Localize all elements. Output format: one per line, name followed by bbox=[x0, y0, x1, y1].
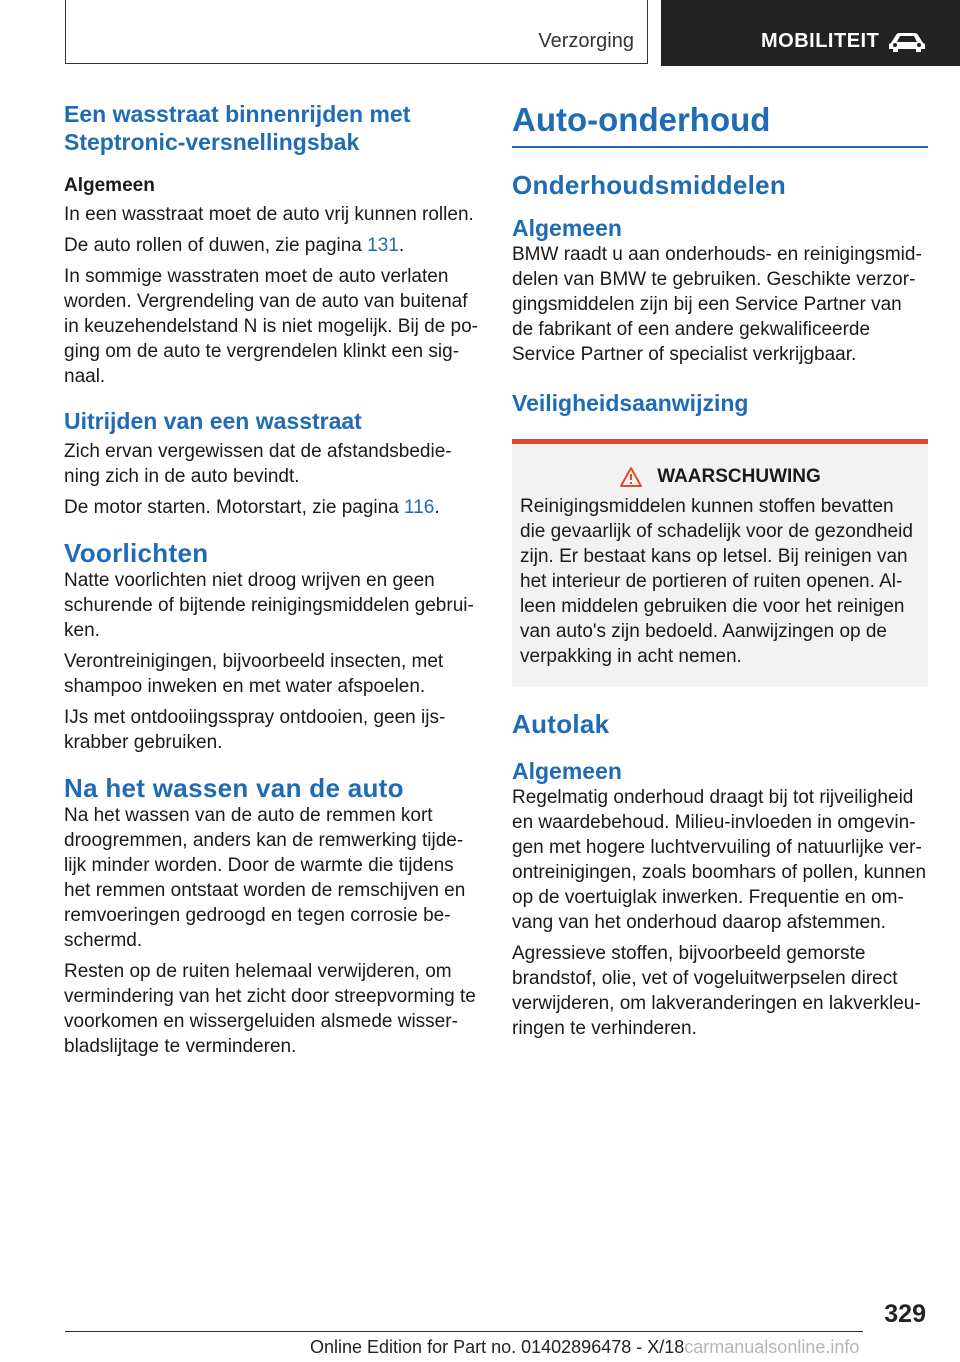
paragraph: BMW raadt u aan onderhouds- en reinigingsmid-delen van BMW te gebruiken. Geschikte verzor-gingsmiddelen zijn bij een Service Partner van de fabrikant of een andere gekwalificeerde Service Partner of specialist verkrijgbaar. bbox=[512, 244, 922, 365]
heading-uitrijden: Uitrijden van een wasstraat bbox=[64, 408, 362, 434]
warning-header bbox=[520, 466, 920, 488]
paragraph: De motor starten. Motorstart, zie pagina 116. bbox=[64, 497, 440, 518]
paragraph: De auto rollen of duwen, zie pagina 131. bbox=[64, 235, 405, 256]
paragraph: Verontreinigingen, bijvoorbeeld insecten, met shampoo inweken en met water afspoelen. bbox=[64, 651, 444, 697]
paragraph: In een wasstraat moet de auto vrij kunnen rollen. bbox=[64, 204, 474, 225]
heading-onderhoudsmiddelen: Onderhoudsmiddelen bbox=[512, 170, 787, 200]
paragraph: In sommige wasstraten moet de auto verlaten worden. Vergrendeling van de auto van buitenaf in keuzehendelstand N is niet mogelijk. Bij de po-ging om de auto te vergrendelen klinkt een sig-naal. bbox=[64, 266, 479, 387]
edition-text: Online Edition for Part no. 01402896478 - X/18 bbox=[310, 1337, 685, 1357]
paragraph: Agressieve stoffen, bijvoorbeeld gemorste brandstof, olie, vet of vogeluitwerpselen direct verwijderen, om lakveranderingen en lakverkleu-ringen te verhinderen. bbox=[512, 943, 921, 1039]
chapter-title: MOBILITEIT bbox=[761, 30, 880, 52]
page-number: 329 bbox=[884, 1300, 926, 1328]
car-icon bbox=[887, 31, 927, 53]
subheading-algemeen: Algemeen bbox=[512, 758, 622, 784]
paragraph: Na het wassen van de auto de remmen kort droogremmen, anders kan de remwerking tijde-lijk minder worden. Door de warmte die tijdens het remmen ontstaat worden de remschijven en remvoeringen gedroogd en tegen corrosie be-schermd. bbox=[64, 805, 466, 951]
heading-autolak: Autolak bbox=[512, 709, 610, 739]
warning-triangle-icon bbox=[619, 466, 643, 488]
heading-wasstraat-binnenrijden: Een wasstraat binnenrijden met Steptronic-versnellingsbak bbox=[64, 101, 411, 155]
page-header bbox=[0, 0, 960, 66]
paragraph: Natte voorlichten niet droog wrijven en geen schurende of bijtende reinigingsmiddelen gebrui-ken. bbox=[64, 570, 474, 641]
warning-text: Reinigingsmiddelen kunnen stoffen bevatten die gevaarlijk of schadelijk voor de gezondheid zijn. Er bestaat kans op letsel. Bij reinigen van het interieur de portieren of ruiten openen. Al-leen middelen gebruiken die voor het reinigen van auto's zijn bedoeld. Aanwijzingen op de verpakking in acht nemen. bbox=[520, 496, 913, 667]
page-link[interactable]: 116 bbox=[404, 497, 435, 518]
subheading-algemeen: Algemeen bbox=[64, 175, 155, 196]
paragraph: IJs met ontdooiingsspray ontdooien, geen ijs-krabber gebruiken. bbox=[64, 707, 446, 753]
watermark: carmanualsonline.info bbox=[684, 1337, 860, 1357]
left-column bbox=[64, 100, 484, 1059]
paragraph: Zich ervan vergewissen dat de afstandsbedie-ning zich in de auto bevindt. bbox=[64, 441, 452, 487]
section-title: Verzorging bbox=[538, 30, 634, 52]
heading-veiligheidsaanwijzing: Veiligheidsaanwijzing bbox=[512, 390, 749, 416]
chapter-tab bbox=[661, 0, 960, 66]
paragraph: Resten op de ruiten helemaal verwijderen, om vermindering van het zicht door streepvorming te voorkomen en wissergeluiden alsmede wisser-bladslijtage te verminderen. bbox=[64, 961, 476, 1057]
subheading-algemeen: Algemeen bbox=[512, 215, 622, 241]
heading-na-het-wassen: Na het wassen van de auto bbox=[64, 773, 404, 803]
footer-edition bbox=[310, 1337, 859, 1358]
warning-title: WAARSCHUWING bbox=[657, 466, 821, 487]
heading-voorlichten: Voorlichten bbox=[64, 538, 209, 568]
page-link[interactable]: 131 bbox=[367, 235, 399, 256]
footer-rule bbox=[65, 1331, 863, 1332]
section-tab bbox=[65, 0, 648, 64]
paragraph: Regelmatig onderhoud draagt bij tot rijveiligheid en waardebehoud. Milieu-invloeden in omgevin-gen met hogere luchtvervuiling of natuurlijke ver-ontreinigingen, zoals boomhars of pollen, kunnen op de voertuiglak inwerken. Frequentie en om-vang van het onderhoud daarop afstemmen. bbox=[512, 787, 927, 933]
right-column bbox=[512, 100, 928, 1041]
chapter-heading: Auto-onderhoud bbox=[512, 101, 771, 138]
warning-box bbox=[512, 439, 928, 687]
